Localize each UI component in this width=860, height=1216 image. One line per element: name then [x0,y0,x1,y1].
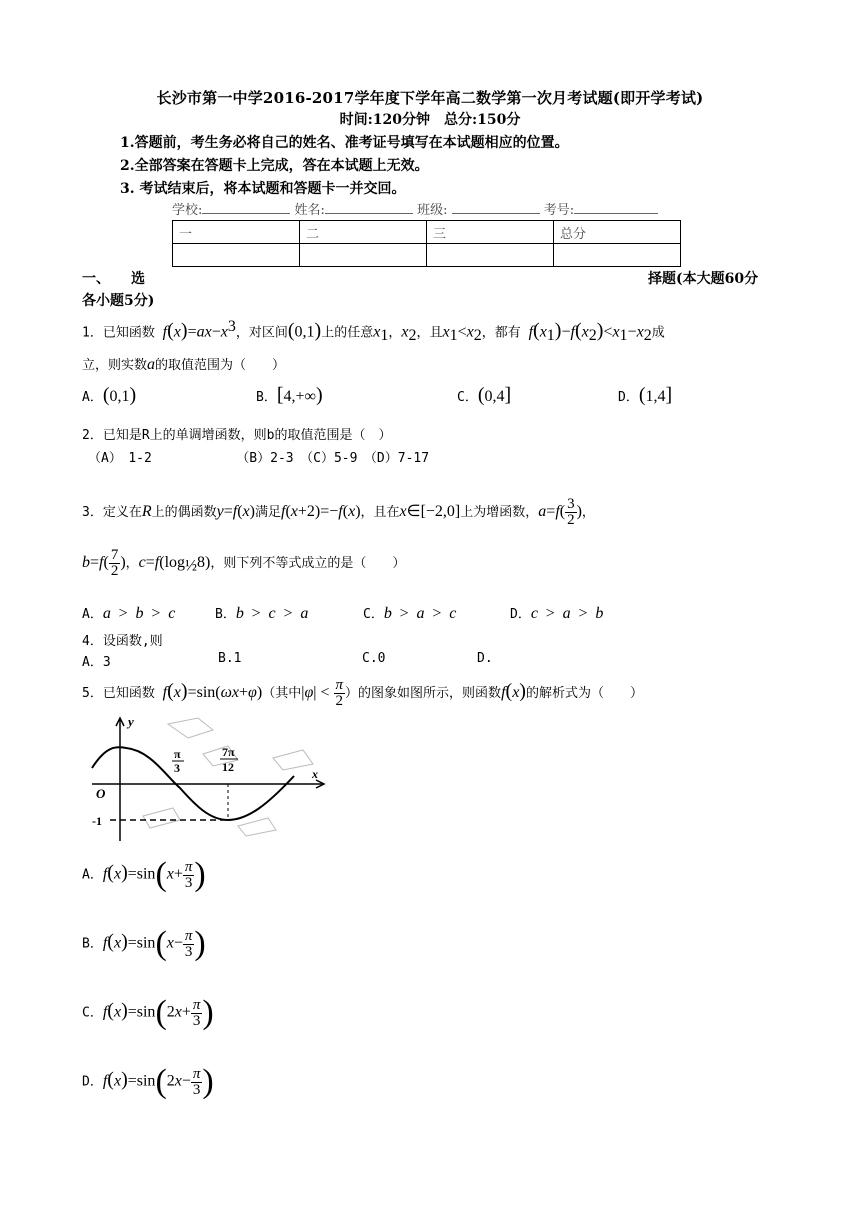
school-blank[interactable] [202,201,290,214]
q4-option-c[interactable]: C.0 [362,651,386,666]
y-label: y [128,716,134,729]
number-blank[interactable] [574,201,658,214]
section-heading-right: 择题(本大题60分 [648,271,759,287]
score-header-total: 总分 [554,221,681,244]
sine-graph [88,716,338,846]
score-cell-2[interactable] [300,244,427,267]
q5-option-c[interactable]: C．f(x)=sin(2x+ $\frac{\pi}{3}$ ) [82,994,214,1031]
q5-option-d[interactable]: D．f(x)=sin(2x− $\frac{\pi}{3}$ ) [82,1063,214,1100]
q2-options[interactable]: （A） 1-2 （B）2-3 （C）5-9 （D）7-17 [88,451,430,466]
question-3-line-2: b=f( $\frac{7}{2}$ )，$c=f(\log_{\frac{1}{2}}8)$，则下列不等式成立的是（ ） [82,547,406,579]
q5-option-b[interactable]: B．f(x)=sin(x− $\frac{\pi}{3}$ ) [82,925,206,962]
x-label: x [312,767,318,781]
section-heading-left: 一、 选 [82,271,145,287]
q3-option-a[interactable]: A．a > b > c [82,605,176,622]
q1-option-b[interactable]: B．[4,+∞) [256,384,323,406]
question-1-line-1: 1．已知函数 $f(x)=ax-x^3$，对区间(0,1)上的任意$x_1$，$x_2$，且$x_1<x_2$，都有 $f(x_1)-f(x_2)<x_1-x_2$成 [82,318,665,344]
q4-option-b[interactable]: B.1 [218,651,242,666]
section-heading-cont: 各小题5分) [82,293,155,309]
pi-over-3-num: π [174,747,181,761]
q4-option-a[interactable]: A．3 [82,655,111,670]
score-cell-total[interactable] [554,244,681,267]
seven-pi-over-12-den: 12 [222,760,234,774]
question-5: 5．已知函数 f(x)=sin(ωx+φ)（其中|φ| < $\frac{\pi}{2}$ ）的图象如图所示，则函数f(x)的解析式为（ ） [82,677,643,709]
class-label: 班级: [417,203,448,218]
school-label: 学校: [172,203,203,218]
minus-one-label: -1 [92,814,102,828]
score-header-3: 三 [427,221,554,244]
q3-option-c[interactable]: C．b > a > c [363,605,457,622]
score-cell-1[interactable] [173,244,300,267]
question-3-line-1: 3．定义在R上的偶函数y=f(x)满足f(x+2)=−f(x)，且在x∈[−2,0]上为增函数，a=f( $\frac{3}{2}$ )， [82,496,595,528]
score-cell-3[interactable] [427,244,554,267]
exam-title: 长沙市第一中学2016-2017学年度下学年高二数学第一次月考试题(即开学考试) [156,89,704,107]
instruction-3: 3. 考试结束后，将本试题和答题卡一并交回。 [120,181,406,197]
q5-option-a[interactable]: A．f(x)=sin(x+ $\frac{\pi}{3}$ ) [82,856,206,893]
info-fields [172,199,658,218]
q4-option-d[interactable]: D. [477,651,493,666]
score-header-2: 二 [300,221,427,244]
score-header-1: 一 [173,221,300,244]
q3-option-b[interactable]: B．b > c > a [215,605,309,622]
name-blank[interactable] [325,201,413,214]
number-label: 考号: [543,203,575,218]
q1-option-a[interactable]: A．(0,1) [82,384,137,406]
score-table [172,220,681,267]
instruction-2: 2.全部答案在答题卡上完成，答在本试题上无效。 [120,158,429,174]
instruction-1: 1.答题前，考生务必将自己的姓名、准考证号填写在本试题相应的位置。 [120,135,569,151]
question-2: 2．已知是R上的单调增函数，则b的取值范围是（ ） [82,428,392,443]
origin-label: O [96,786,106,801]
pi-over-3-den: 3 [174,761,180,775]
seven-pi-over-12-num: 7π [222,745,235,759]
q1-option-c[interactable]: C．(0,4] [457,384,512,406]
class-blank[interactable] [452,201,540,214]
name-label: 姓名: [294,203,325,218]
q1-option-d[interactable]: D．(1,4] [618,384,673,406]
exam-time-score: 时间:120分钟 总分:150分 [339,112,521,128]
question-4: 4．设函数,则 [82,634,163,649]
question-1-line-2: 立，则实数a的取值范围为（ ） [82,356,286,373]
q3-option-d[interactable]: D．c > a > b [510,605,604,622]
